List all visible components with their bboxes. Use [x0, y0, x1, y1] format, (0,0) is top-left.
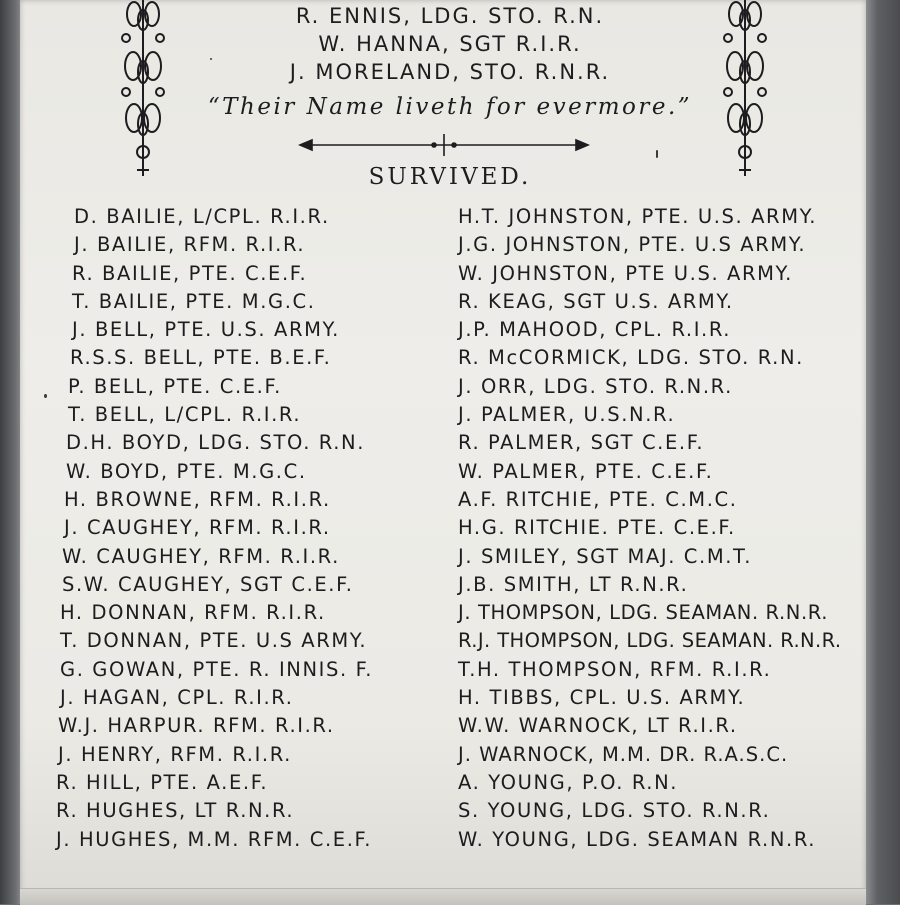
marble-fleck	[210, 58, 212, 60]
header-name: W. HANNA, SGT R.I.R.	[318, 32, 582, 56]
floral-garland-icon	[714, 0, 776, 178]
list-item: J. CAUGHEY, RFM. R.I.R.	[64, 516, 331, 540]
survivor-list-right	[458, 203, 841, 854]
list-item: J. WARNOCK, M.M. DR. R.A.S.C.	[458, 742, 789, 766]
list-item: T. BELL, L/CPL. R.I.R.	[68, 403, 302, 427]
list-item: W. YOUNG, LDG. SEAMAN R.N.R.	[458, 827, 817, 851]
list-item: H.T. JOHNSTON, PTE. U.S. ARMY.	[458, 205, 817, 228]
list-item: J. BAILIE, RFM. R.I.R.	[74, 233, 306, 257]
list-item: W. BOYD, PTE. M.G.C.	[66, 459, 307, 483]
list-item: J.B. SMITH, LT R.N.R.	[458, 572, 689, 596]
tablet-base-edge	[20, 888, 866, 905]
wall-frame-left	[0, 0, 22, 904]
epitaph-inscription: “Their Name liveth for evermore.”	[207, 94, 693, 120]
list-item: T. DONNAN, PTE. U.S ARMY.	[60, 629, 368, 653]
list-item: H.G. RITCHIE. PTE. C.E.F.	[458, 516, 736, 540]
list-item: H. DONNAN, RFM. R.I.R.	[60, 601, 326, 625]
list-item: P. BELL, PTE. C.E.F.	[68, 374, 282, 398]
list-item: J. HUGHES, M.M. RFM. C.E.F.	[56, 827, 372, 851]
list-item: D. BAILIE, L/CPL. R.I.R.	[74, 205, 330, 228]
marble-fleck	[656, 150, 658, 158]
list-item: G. GOWAN, PTE. R. INNIS. F.	[60, 657, 374, 681]
list-item: J. HENRY, RFM. R.I.R.	[58, 742, 292, 766]
list-item: J.P. MAHOOD, CPL. R.I.R.	[458, 318, 732, 342]
marble-fleck	[44, 394, 47, 398]
list-item: W.J. HARPUR. RFM. R.I.R.	[58, 714, 335, 738]
header-name: J. MORELAND, STO. R.N.R.	[289, 60, 611, 84]
list-item: R. PALMER, SGT C.E.F.	[458, 431, 705, 455]
list-item: R. McCORMICK, LDG. STO. R.N.	[458, 346, 804, 370]
header-name: R. ENNIS, LDG. STO. R.N.	[295, 4, 605, 28]
list-item: W.W. WARNOCK, LT R.I.R.	[458, 714, 738, 738]
section-title-survived: SURVIVED.	[368, 164, 532, 190]
list-item: T. BAILIE, PTE. M.G.C.	[72, 289, 316, 313]
wall-frame-right	[862, 0, 900, 904]
list-item: J. THOMPSON, LDG. SEAMAN. R.N.R.	[458, 601, 829, 625]
list-item: R. KEAG, SGT U.S. ARMY.	[458, 289, 734, 313]
list-item: R.J. THOMPSON, LDG. SEAMAN. R.N.R.	[458, 629, 842, 653]
list-item: J. SMILEY, SGT MAJ. C.M.T.	[458, 544, 753, 568]
list-item: W. PALMER, PTE. C.E.F.	[458, 459, 714, 483]
list-item: J. BELL, PTE. U.S. ARMY.	[72, 318, 340, 342]
list-item: D.H. BOYD, LDG. STO. R.N.	[66, 431, 366, 455]
list-item: J. HAGAN, CPL. R.I.R.	[60, 686, 294, 710]
list-item: R. BAILIE, PTE. C.E.F.	[72, 261, 308, 285]
list-item: W. JOHNSTON, PTE U.S. ARMY.	[458, 261, 793, 285]
list-item: W. CAUGHEY, RFM. R.I.R.	[62, 544, 340, 568]
list-item: R. HILL, PTE. A.E.F.	[56, 770, 269, 794]
floral-garland-icon	[112, 0, 174, 178]
list-item: A.F. RITCHIE, PTE. C.M.C.	[458, 487, 738, 511]
list-item: H. TIBBS, CPL. U.S. ARMY.	[458, 686, 746, 710]
list-item: J. ORR, LDG. STO. R.N.R.	[458, 374, 733, 398]
list-item: H. BROWNE, RFM. R.I.R.	[64, 487, 331, 511]
list-item: S. YOUNG, LDG. STO. R.N.R.	[458, 799, 771, 823]
survivor-list-left	[56, 203, 373, 854]
list-item: R. HUGHES, LT R.N.R.	[56, 799, 295, 823]
list-item: T.H. THOMPSON, RFM. R.I.R.	[458, 657, 772, 681]
list-item: A. YOUNG, P.O. R.N.	[458, 770, 679, 794]
list-item: J.G. JOHNSTON, PTE. U.S ARMY.	[458, 233, 807, 257]
arrow-divider-icon	[298, 132, 590, 158]
list-item: R.S.S. BELL, PTE. B.E.F.	[70, 346, 332, 370]
list-item: S.W. CAUGHEY, SGT C.E.F.	[62, 572, 354, 596]
list-item: J. PALMER, U.S.N.R.	[458, 403, 676, 427]
